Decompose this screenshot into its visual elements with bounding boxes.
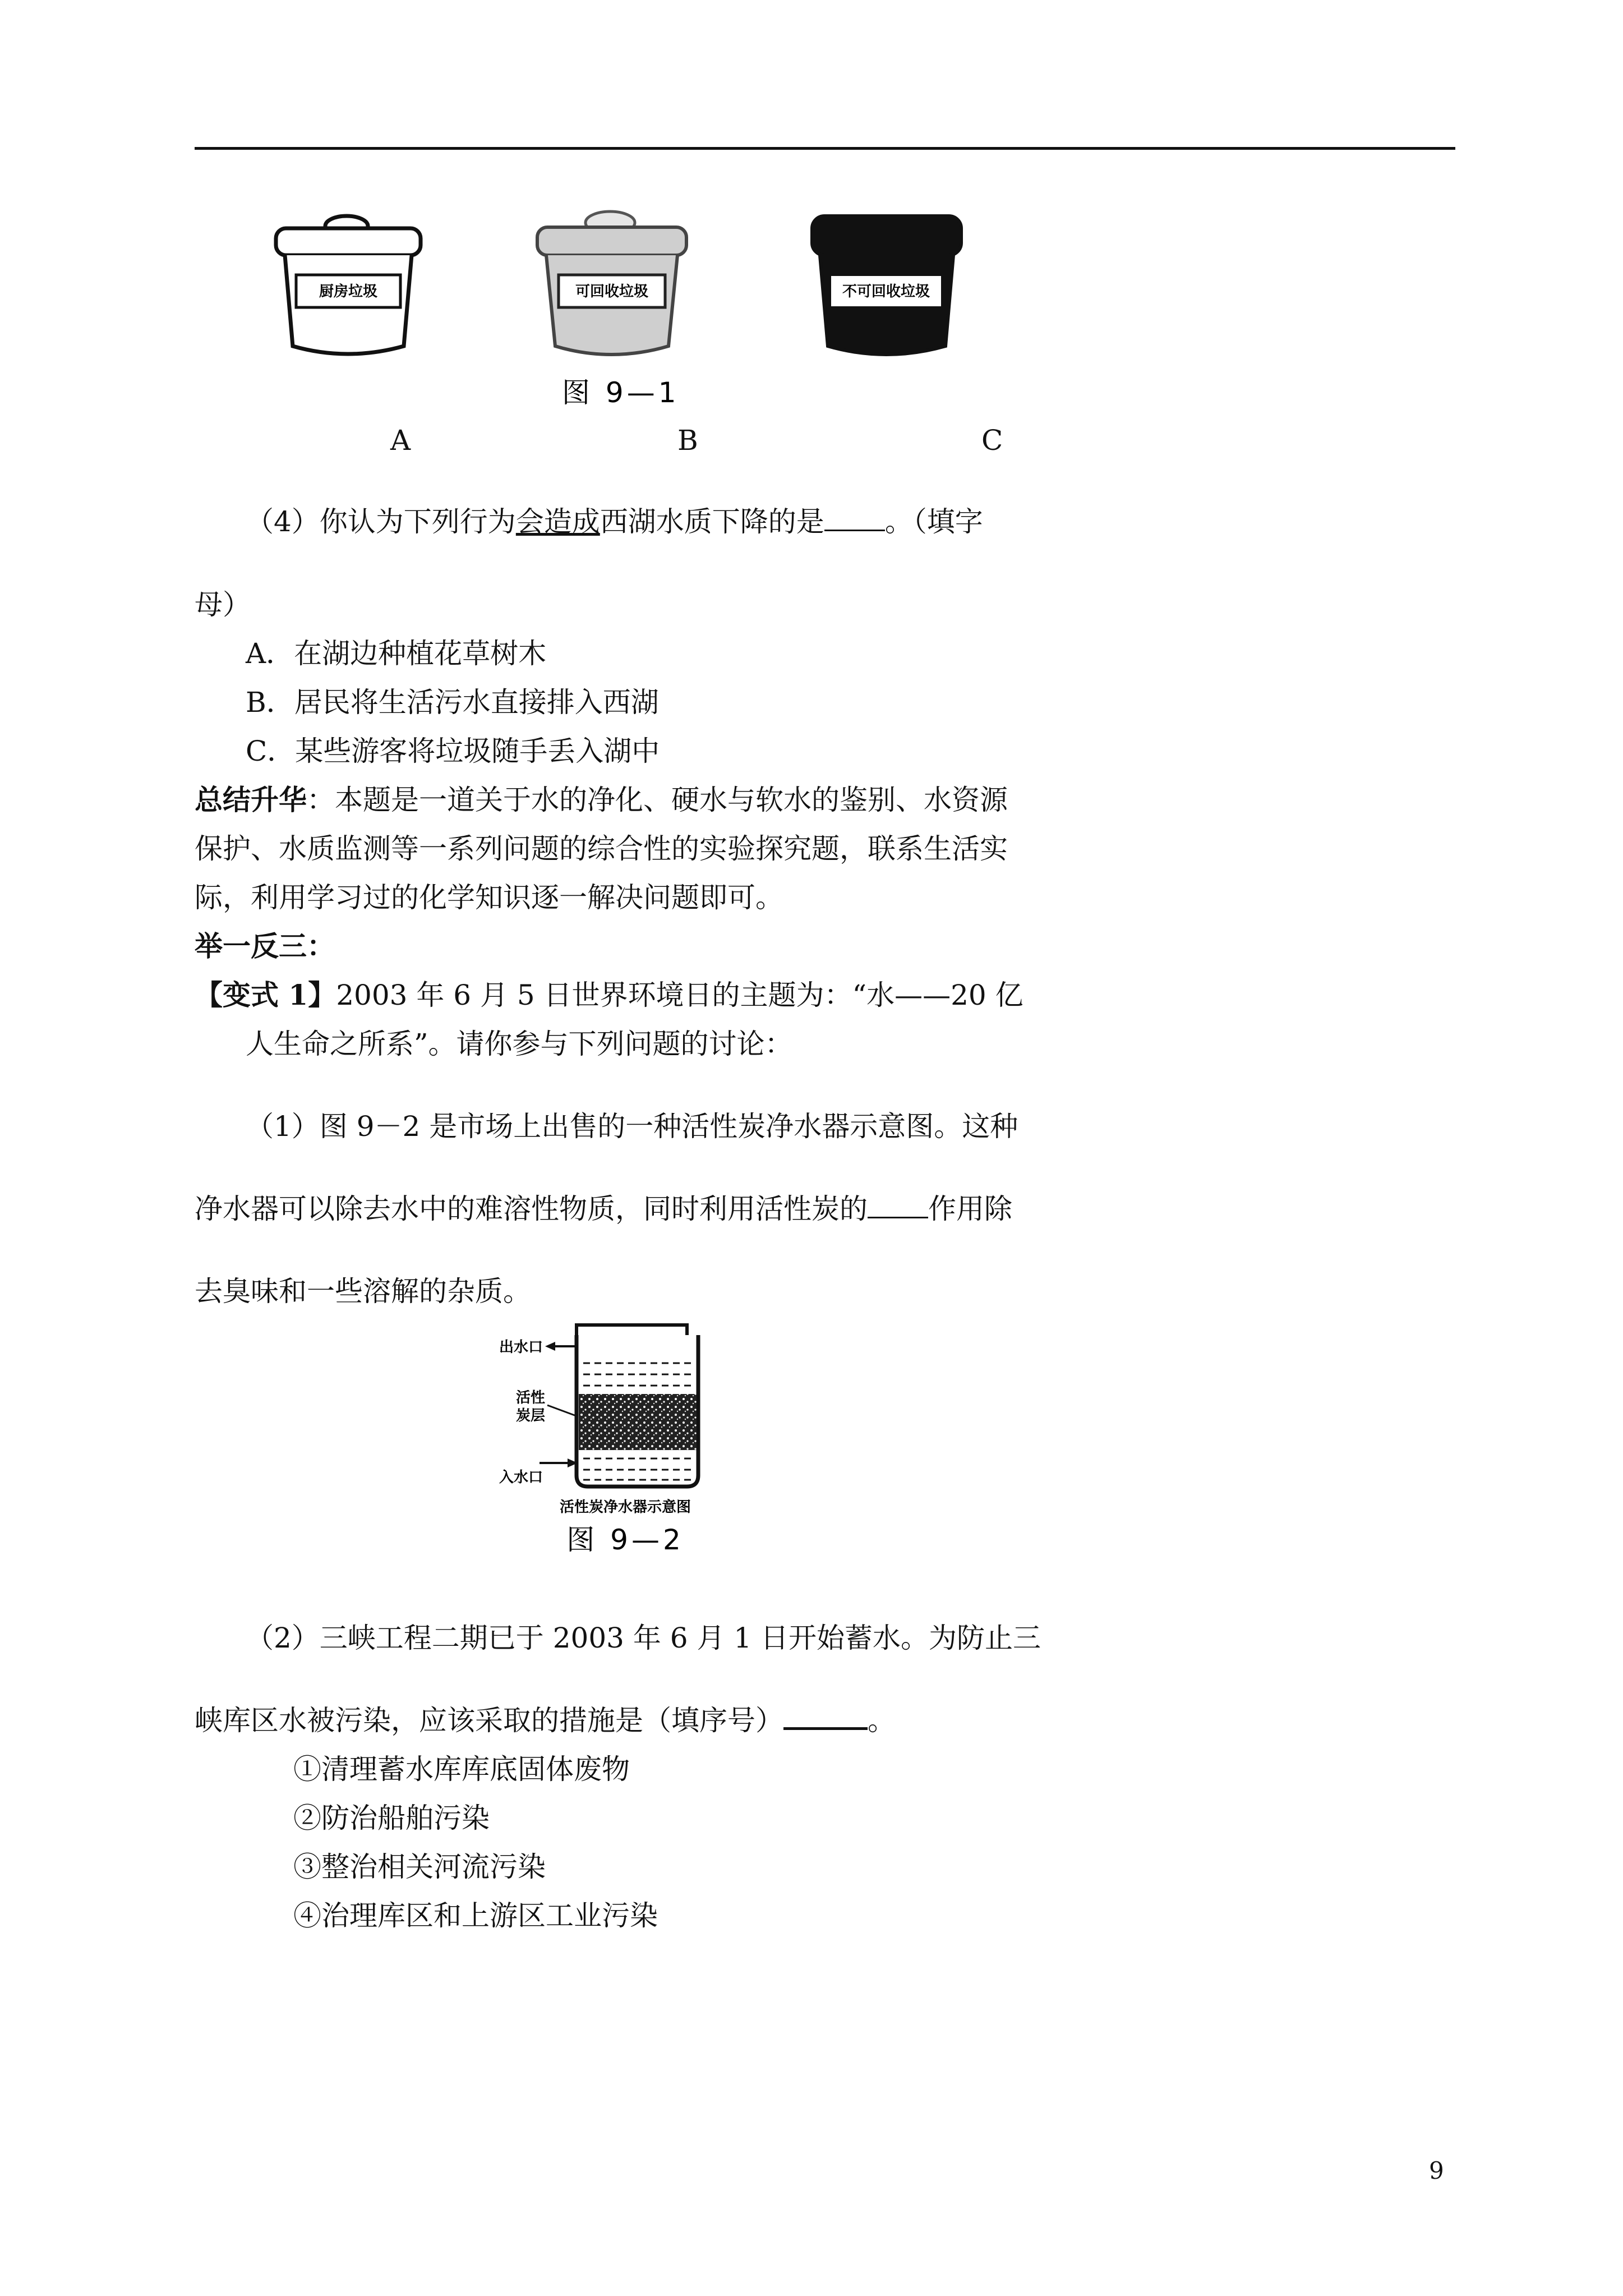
figure-9-2-caption: 图 9—2	[566, 1524, 684, 1554]
inlet-label: 入水口	[499, 1469, 543, 1486]
q4-answer-blank[interactable]	[824, 506, 885, 531]
summary-text-1: ：本题是一道关于水的净化、硬水与软水的鉴别、水资源	[307, 784, 1008, 816]
carbon-layer-icon	[579, 1394, 697, 1450]
q1-text-a: 净水器可以除去水中的难溶性物质，同时利用活性炭的	[195, 1193, 868, 1225]
bin-b-label: 可回收垃圾	[575, 283, 649, 300]
practice-heading: 举一反三：	[195, 930, 335, 963]
q2-item-4: ④治理库区和上游区工业污染	[293, 1899, 658, 1932]
q1-line-1: （1）图 9－2 是市场上出售的一种活性炭净水器示意图。这种	[246, 1110, 1018, 1143]
q4-option-a: A．在湖边种植花草树木	[246, 637, 547, 670]
bin-c-label: 不可回收垃圾	[842, 283, 930, 300]
variant-line-1	[195, 978, 1023, 1012]
summary-heading: 总结升华	[195, 783, 307, 816]
layer-label-2: 炭层	[516, 1407, 546, 1424]
q2-line-1: （2）三峡工程二期已于 2003 年 6 月 1 日开始蓄水。为防止三	[246, 1622, 1041, 1654]
bin-a-label: 厨房垃圾	[319, 283, 378, 300]
outlet-label: 出水口	[499, 1339, 543, 1356]
figure-9-1-caption: 图 9—1	[562, 376, 680, 409]
q1-line-2	[195, 1192, 1012, 1226]
q4-line	[246, 505, 983, 539]
q4-wrap: 母）	[195, 588, 251, 621]
summary-line-3: 际，利用学习过的化学知识逐一解决问题即可。	[195, 881, 783, 914]
figure-9-1	[264, 199, 987, 418]
q1-text-b: 作用除	[928, 1193, 1012, 1225]
lower-water-icon	[583, 1458, 691, 1480]
q4-prefix: （4）你认为下列行为	[246, 505, 516, 538]
q2-line-2	[195, 1704, 896, 1737]
q2-text-b: 。	[868, 1704, 896, 1737]
q4-middle: 西湖水质下降的是	[600, 505, 824, 538]
header-rule	[195, 147, 1455, 150]
q2-text-a: 峡库区水被污染，应该采取的措施是（填序号）	[195, 1704, 783, 1737]
page-number: 9	[1429, 2157, 1444, 2184]
q2-answer-blank[interactable]	[783, 1704, 868, 1730]
summary-line-1	[195, 783, 1008, 817]
q4-underlined: 会造成	[515, 505, 600, 538]
bin-c-letter: C	[981, 424, 1003, 457]
bin-c-icon	[812, 216, 961, 355]
bin-a-letter: A	[390, 424, 411, 457]
q1-answer-blank[interactable]	[868, 1193, 928, 1218]
figure-9-2	[494, 1318, 757, 1554]
summary-line-2: 保护、水质监测等一系列问题的综合性的实验探究题，联系生活实	[195, 832, 1008, 865]
variant-text-1: 2003 年 6 月 5 日世界环境日的主题为：“水——20 亿	[336, 979, 1023, 1011]
q4-option-b: B．居民将生活污水直接排入西湖	[246, 686, 659, 719]
variant-line-2: 人生命之所系”。请你参与下列问题的讨论：	[246, 1028, 793, 1060]
bin-a-icon	[276, 216, 421, 354]
q4-suffix: 。（填字	[884, 505, 983, 538]
q4-option-c: C．某些游客将垃圾随手丢入湖中	[246, 735, 660, 767]
q2-item-1: ①清理蓄水库库底固体废物	[293, 1753, 630, 1786]
figure-9-2-title: 活性炭净水器示意图	[559, 1499, 691, 1516]
variant-label: 【变式 1】	[195, 978, 336, 1011]
bin-b-icon	[537, 211, 686, 355]
q2-item-3: ③整治相关河流污染	[293, 1851, 546, 1883]
bin-b-letter: B	[677, 424, 698, 457]
upper-water-icon	[583, 1363, 691, 1386]
outlet-arrow-icon	[545, 1342, 555, 1351]
layer-label-1: 活性	[516, 1389, 546, 1406]
q2-item-2: ②防治船舶污染	[293, 1802, 490, 1834]
q1-line-3: 去臭味和一些溶解的杂质。	[195, 1275, 531, 1308]
